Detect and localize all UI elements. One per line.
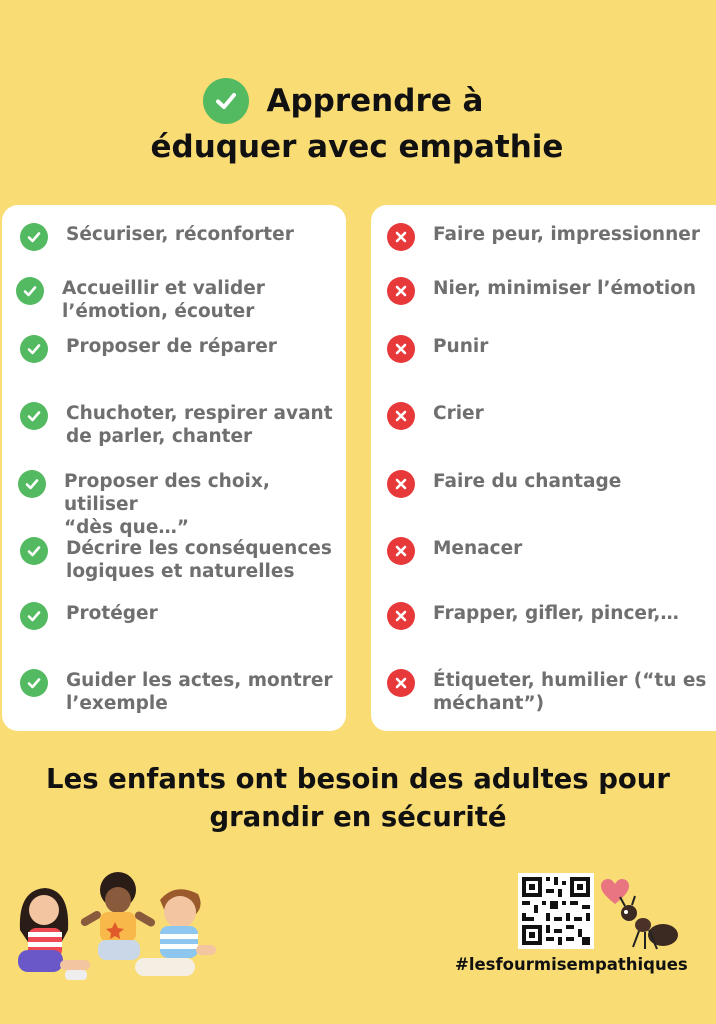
cross-circle-icon <box>387 470 415 498</box>
dont-item <box>387 602 679 630</box>
dont-item <box>387 223 700 251</box>
cross-circle-icon <box>387 402 415 430</box>
do-item-label: Décrire les conséquences logiques et naturelles <box>66 538 332 582</box>
do-item <box>20 602 158 630</box>
do-item <box>20 669 333 715</box>
footer-line-2: grandir en sécurité <box>209 801 507 833</box>
dont-item <box>387 470 621 498</box>
dont-item <box>387 537 522 565</box>
dont-item-label: Punir <box>433 336 489 357</box>
dont-item-label: Faire peur, impressionner <box>433 224 700 245</box>
check-circle-icon <box>16 277 44 305</box>
check-circle-icon <box>203 78 249 124</box>
do-item-label: Accueillir et valider l’émotion, écouter <box>62 278 265 322</box>
footer-line-1: Les enfants ont besoin des adultes pour <box>46 763 670 795</box>
do-list-card <box>2 205 346 731</box>
do-item <box>18 470 346 539</box>
footer-message <box>0 760 716 836</box>
do-item <box>20 223 294 251</box>
do-item-label: Proposer de réparer <box>66 336 277 357</box>
do-item-label: Proposer des choix, utiliser “dès que…” <box>64 471 270 538</box>
check-circle-icon <box>18 470 46 498</box>
children-illustration <box>10 870 225 994</box>
page-title <box>0 78 716 166</box>
ant-icon <box>615 895 685 959</box>
cross-circle-icon <box>387 277 415 305</box>
do-item <box>20 537 332 583</box>
dont-item <box>387 335 488 363</box>
cross-circle-icon <box>387 669 415 697</box>
dont-item <box>387 669 706 715</box>
hashtag: #lesfourmisempathiques <box>455 955 688 974</box>
qr-code[interactable] <box>518 873 594 949</box>
do-item-label: Guider les actes, montrer l’exemple <box>66 670 333 714</box>
check-circle-icon <box>20 602 48 630</box>
do-item-label: Protéger <box>66 603 158 624</box>
dont-item-label: Nier, minimiser l’émotion <box>433 278 697 299</box>
cross-circle-icon <box>387 602 415 630</box>
do-item <box>16 277 265 323</box>
check-circle-icon <box>20 223 48 251</box>
title-line-1: Apprendre à <box>266 83 484 119</box>
check-circle-icon <box>20 669 48 697</box>
check-circle-icon <box>20 402 48 430</box>
title-line-2: éduquer avec empathie <box>150 129 564 165</box>
cross-circle-icon <box>387 223 415 251</box>
check-circle-icon <box>20 335 48 363</box>
do-item <box>20 402 333 448</box>
cross-circle-icon <box>387 537 415 565</box>
dont-item <box>387 402 484 430</box>
dont-item-label: Étiqueter, humilier (“tu es méchant”) <box>433 670 707 714</box>
do-item <box>20 335 277 363</box>
dont-item-label: Menacer <box>433 538 523 559</box>
check-circle-icon <box>20 537 48 565</box>
dont-item-label: Faire du chantage <box>433 471 622 492</box>
do-item-label: Sécuriser, réconforter <box>66 224 294 245</box>
do-item-label: Chuchoter, respirer avant de parler, chanter <box>66 403 333 447</box>
dont-list-card <box>371 205 716 731</box>
dont-item-label: Crier <box>433 403 484 424</box>
dont-item-label: Frapper, gifler, pincer,… <box>433 603 679 624</box>
dont-item <box>387 277 696 305</box>
cross-circle-icon <box>387 335 415 363</box>
